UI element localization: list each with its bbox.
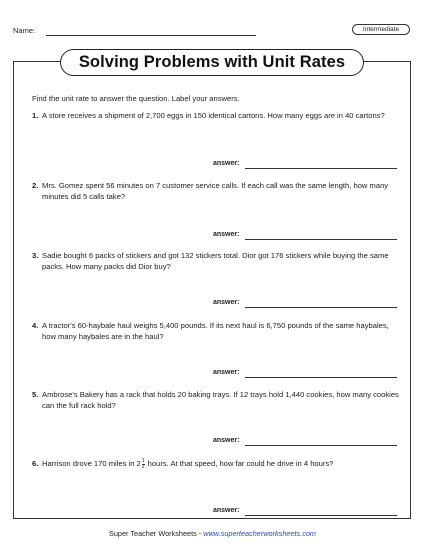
fraction-numerator: 1: [141, 457, 145, 464]
mixed-fraction: [142, 459, 145, 470]
answer-1: [213, 160, 399, 170]
name-line[interactable]: [46, 35, 256, 36]
answer-line[interactable]: [245, 377, 397, 378]
answer-line[interactable]: [245, 239, 397, 240]
question-number: 3.: [32, 251, 39, 260]
question-text: Ambrose's Bakery has a rack that holds 20 baking trays. If 12 trays hold 1,440 cookies, how many cookies can the full rack hold?: [42, 390, 399, 410]
worksheet-frame: [13, 61, 411, 519]
question-text: A store receives a shipment of 2,700 eggs in 150 identical cartons. How many eggs are in 40 cartons?: [42, 111, 385, 120]
answer-label: answer:: [213, 507, 240, 514]
answer-line[interactable]: [245, 168, 397, 169]
footer-url-link[interactable]: www.superteacherworksheets.com: [203, 529, 316, 538]
answer-label: answer:: [213, 437, 240, 444]
answer-label: answer:: [213, 160, 240, 167]
footer: [0, 529, 425, 538]
level-badge: Intermediate: [352, 24, 410, 35]
answer-2: [213, 231, 399, 241]
question-text: Mrs. Gomez spent 56 minutes on 7 customer service calls. If each call was the same length, how many minutes did 5 calls take?: [42, 181, 389, 201]
answer-label: answer:: [213, 369, 240, 376]
footer-separator: -: [196, 529, 204, 538]
question-number: 1.: [32, 111, 39, 120]
question-text-start: Harrison drove 170 miles in 2: [42, 459, 141, 468]
question-text: A tractor's 60-haybale haul weighs 5,400 pounds. If its next haul is 6,750 pounds of the same haybales, how many haybales are in the haul?: [42, 321, 389, 341]
answer-5: [213, 437, 399, 447]
answer-6: [213, 507, 399, 517]
question-text: [42, 458, 400, 470]
fraction-denominator: 2: [141, 463, 145, 470]
question-number: 2.: [32, 181, 39, 190]
answer-label: answer:: [213, 231, 240, 238]
name-label: Name:: [13, 26, 36, 35]
question-text: Sadie bought 6 packs of stickers and got 132 stickers total. Dior got 176 stickers while buying the same packs. How many packs did Dior buy?: [42, 251, 389, 271]
answer-label: answer:: [213, 299, 240, 306]
question-number: 5.: [32, 390, 39, 399]
instructions: Find the unit rate to answer the question. Label your answers.: [32, 94, 240, 103]
answer-4: [213, 369, 399, 379]
question-number: 4.: [32, 321, 39, 330]
answer-3: [213, 299, 399, 309]
answer-line[interactable]: [245, 515, 397, 516]
answer-line[interactable]: [245, 307, 397, 308]
question-text-end: hours. At that speed, how far could he drive in 4 hours?: [147, 459, 334, 468]
question-number: 6.: [32, 459, 39, 468]
footer-brand: Super Teacher Worksheets: [109, 529, 197, 538]
worksheet-title: Solving Problems with Unit Rates: [60, 49, 364, 76]
name-field: [13, 26, 248, 38]
answer-line[interactable]: [245, 445, 397, 446]
